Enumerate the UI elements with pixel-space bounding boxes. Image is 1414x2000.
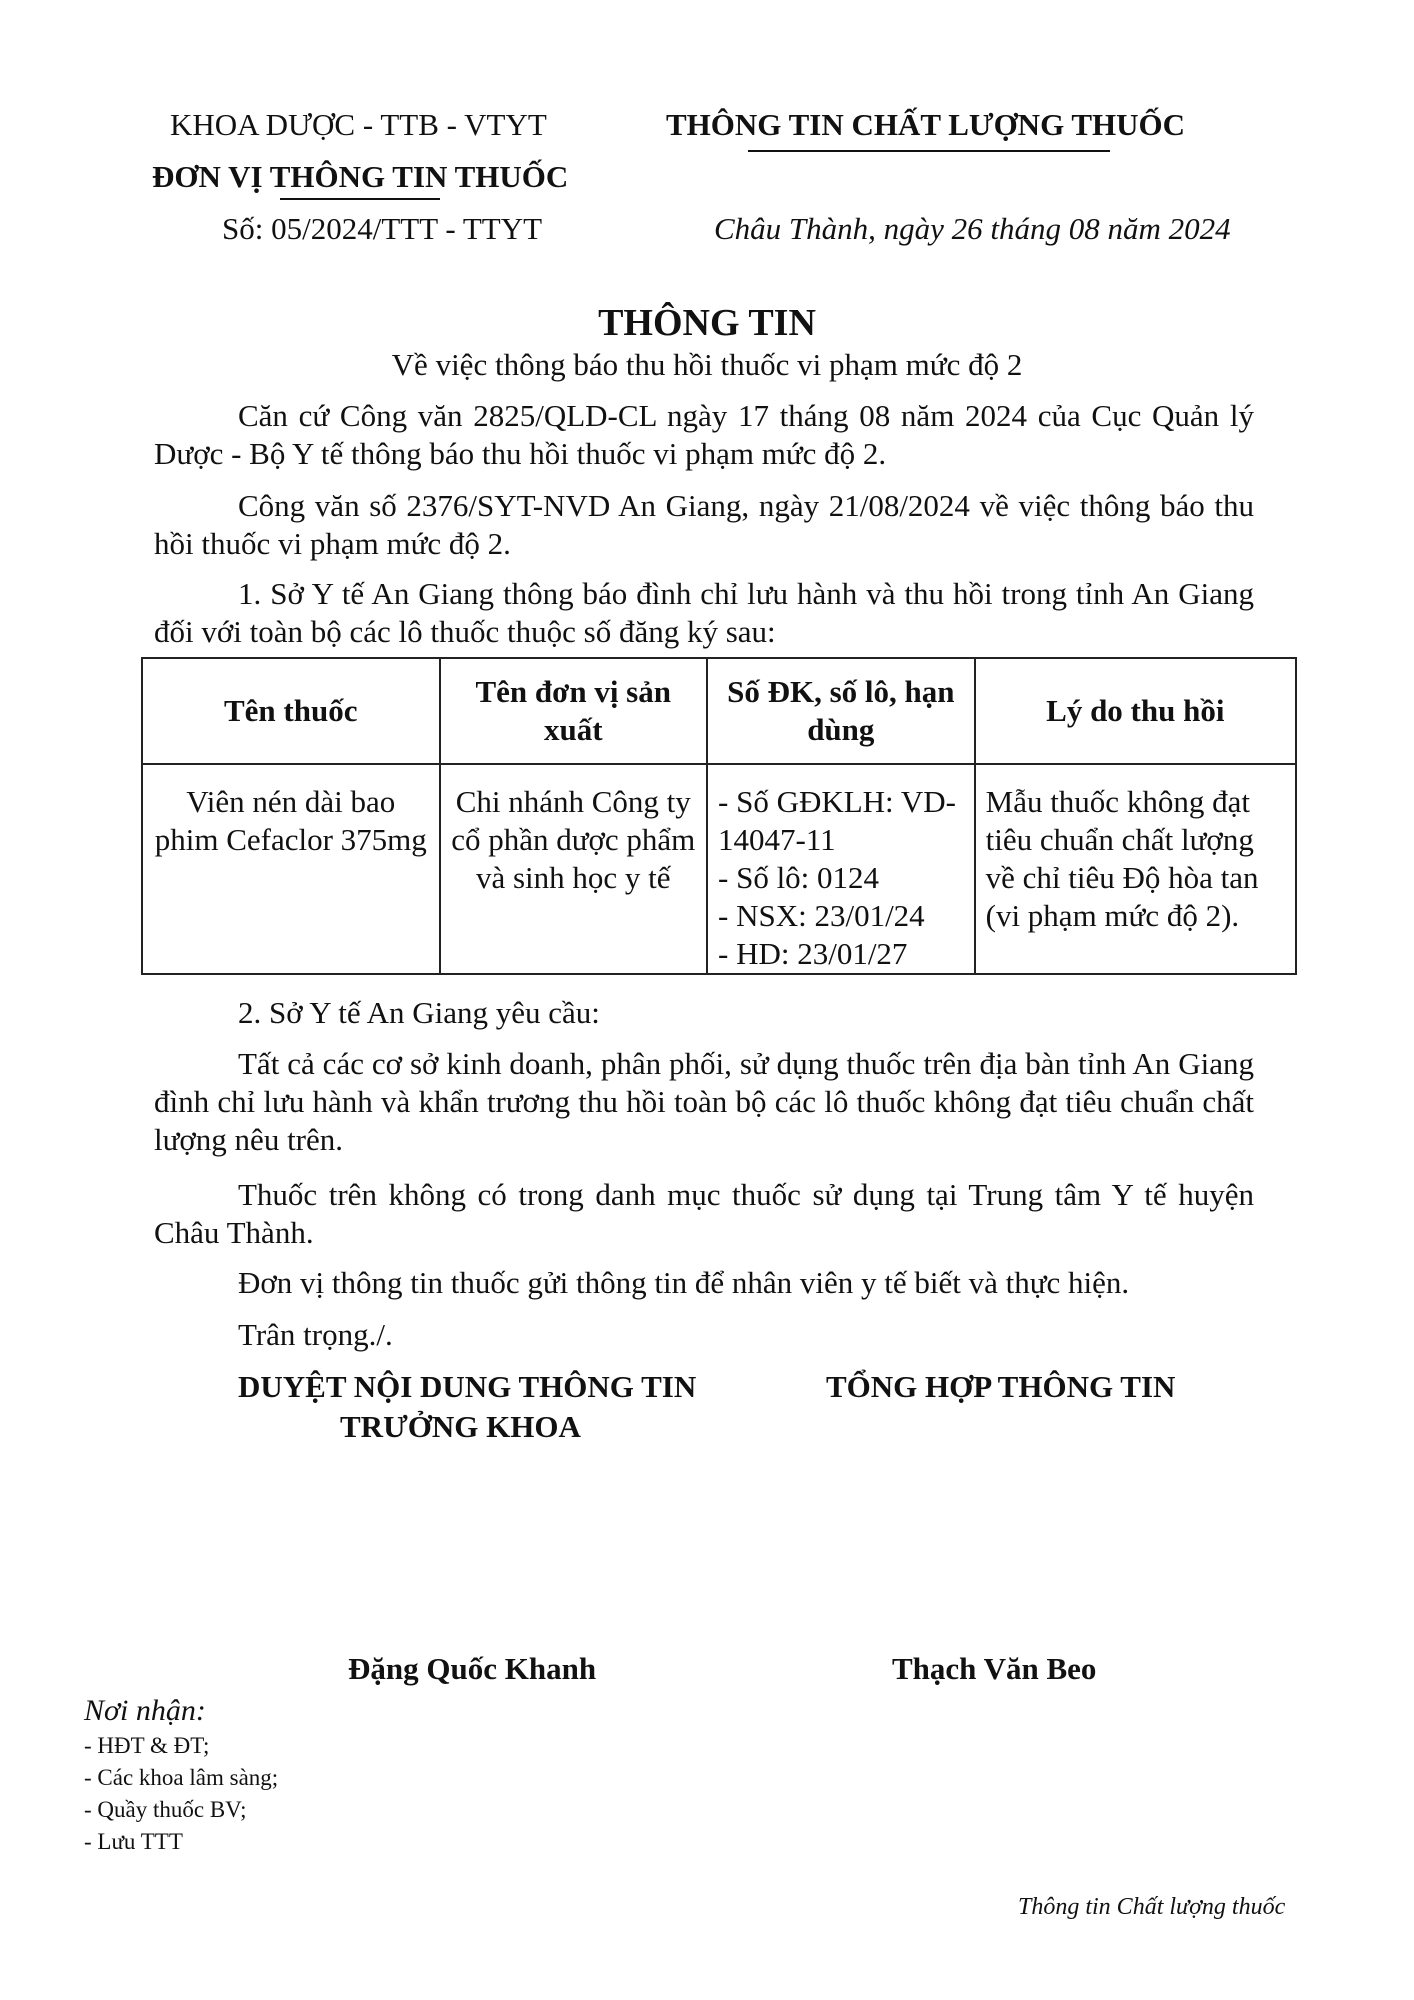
document-title: THÔNG TIN [598,302,816,344]
paragraph-legal-basis-2 [154,487,1254,563]
paragraph-requirement [154,1045,1254,1159]
header-title-underline [748,150,1110,152]
cell-recall-reason: Mẫu thuốc không đạt tiêu chuẩn chất lượng về chỉ tiêu Độ hòa tan (vi phạm mức độ 2). [975,764,1296,974]
lot-number: - Số lô: 0124 [718,860,880,895]
page-footer: Thông tin Chất lượng thuốc [1018,1894,1286,1920]
paragraph-text: Tất cả các cơ sở kinh doanh, phân phối, sử dụng thuốc trên địa bàn tỉnh An Giang đình chỉ lưu hành và khẩn trương thu hồi toàn bộ các lô thuốc không đạt tiêu chuẩn chất lượng nêu trên. [154,1046,1254,1157]
paragraph-notice [154,1264,1254,1302]
signature-right-title: TỔNG HỢP THÔNG TIN [826,1369,1176,1404]
column-header-manufacturer: Tên đơn vị sản xuất [440,658,708,764]
header-title: THÔNG TIN CHẤT LƯỢNG THUỐC [666,107,1186,142]
column-header-drug-name: Tên thuốc [142,658,440,764]
column-header-registration: Số ĐK, số lô, hạn dùng [707,658,975,764]
paragraph-text: Trân trọng./. [238,1317,393,1352]
column-header-recall-reason: Lý do thu hồi [975,658,1296,764]
signature-left-title: DUYỆT NỘI DUNG THÔNG TIN [238,1369,697,1404]
paragraph-closing [154,1316,1254,1354]
table-header-row [142,658,1296,764]
paragraph-text: Thuốc trên không có trong danh mục thuốc sử dụng tại Trung tâm Y tế huyện Châu Thành. [154,1177,1254,1250]
document-subtitle: Về việc thông báo thu hồi thuốc vi phạm mức độ 2 [391,347,1023,382]
cell-registration [707,764,975,974]
paragraph-legal-basis-1 [154,397,1254,473]
paragraph-text: Đơn vị thông tin thuốc gửi thông tin để nhân viên y tế biết và thực hiện. [238,1265,1130,1300]
recipient-item: - Quầy thuốc BV; [84,1797,247,1822]
signature-right-name: Thạch Văn Beo [892,1651,1097,1686]
unit-name-underline [280,198,440,200]
recipient-item: - Các khoa lâm sàng; [84,1765,279,1790]
paragraph-not-in-list [154,1176,1254,1252]
expiry-date: - HD: 23/01/27 [718,936,908,971]
department-name: KHOA DƯỢC - TTB - VTYT [170,107,547,142]
table-row [142,764,1296,974]
signature-left-name: Đặng Quốc Khanh [348,1651,597,1686]
cell-drug-name: Viên nén dài bao phim Cefaclor 375mg [142,764,440,974]
recipient-item: - Lưu TTT [84,1829,183,1854]
paragraph-text: Công văn số 2376/SYT-NVD An Giang, ngày 21/08/2024 về việc thông báo thu hồi thuốc vi phạm mức độ 2. [154,488,1254,561]
recall-table [141,657,1297,975]
paragraph-text: 1. Sở Y tế An Giang thông báo đình chỉ lưu hành và thu hồi trong tỉnh An Giang đối với toàn bộ các lô thuốc thuộc số đăng ký sau: [154,576,1254,649]
unit-name: ĐƠN VỊ THÔNG TIN THUỐC [152,159,569,194]
paragraph-section-2 [154,994,1254,1032]
signature-left-subtitle: TRƯỞNG KHOA [340,1409,581,1444]
recipients-label: Nơi nhận: [84,1694,206,1727]
paragraph-section-1 [154,575,1254,651]
cell-manufacturer: Chi nhánh Công ty cổ phần dược phẩm và sinh học y tế [440,764,708,974]
document-number: Số: 05/2024/TTT - TTYT [222,211,543,246]
paragraph-text: 2. Sở Y tế An Giang yêu cầu: [238,995,600,1030]
paragraph-text: Căn cứ Công văn 2825/QLD-CL ngày 17 tháng 08 năm 2024 của Cục Quản lý Dược - Bộ Y tế thông báo thu hồi thuốc vi phạm mức độ 2. [154,398,1254,471]
place-date: Châu Thành, ngày 26 tháng 08 năm 2024 [714,211,1231,246]
manufacture-date: - NSX: 23/01/24 [718,898,925,933]
recipient-item: - HĐT & ĐT; [84,1733,210,1758]
registration-number: - Số GĐKLH: VD-14047-11 [718,784,956,857]
